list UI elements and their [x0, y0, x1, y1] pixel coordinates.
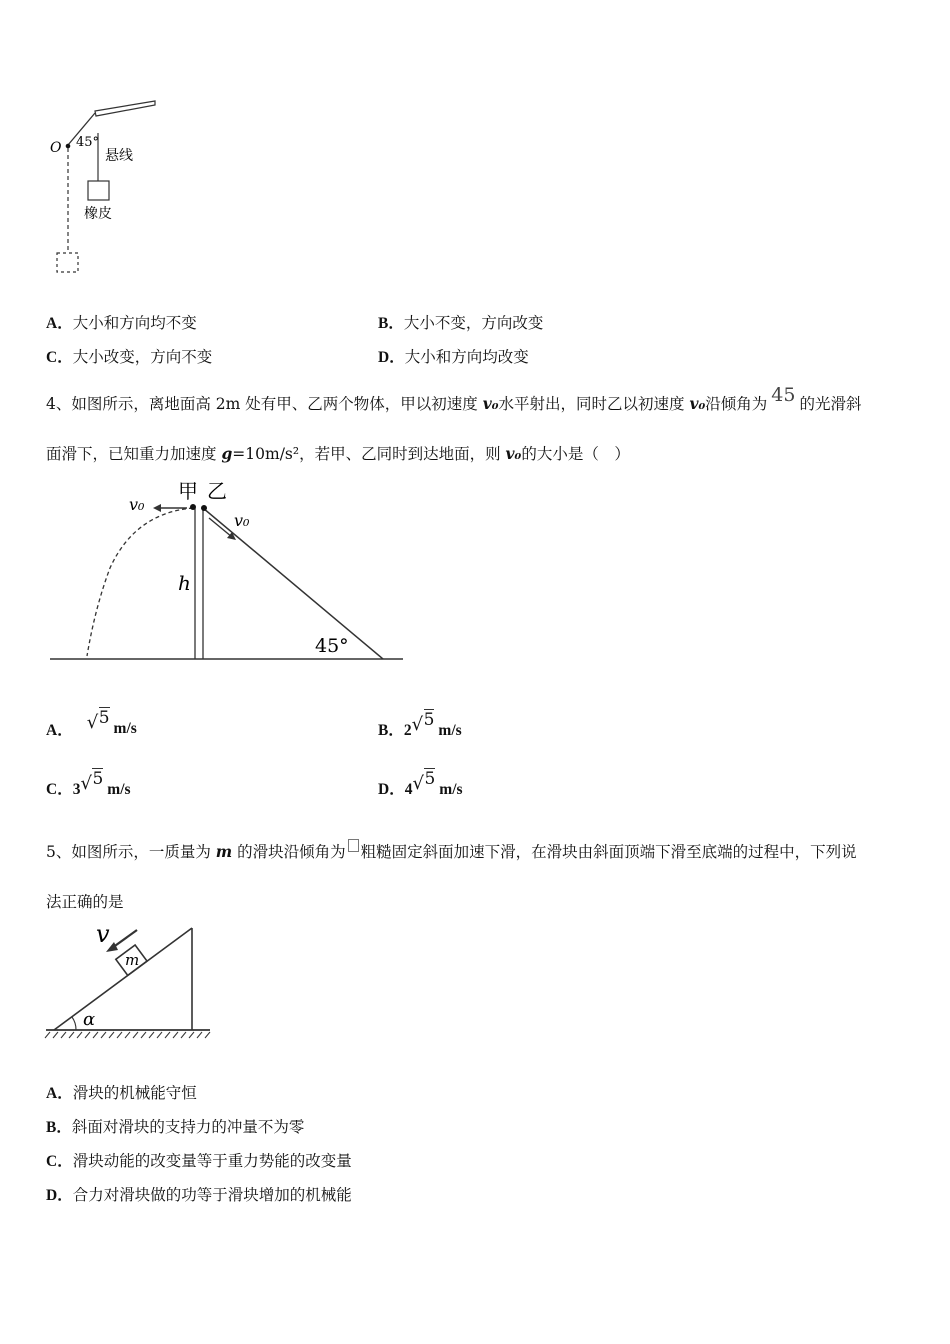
sqrt-symbol: √ 5	[411, 710, 435, 735]
label-jia: 甲	[178, 479, 198, 503]
velocity-arrow	[112, 930, 137, 948]
incline-slope	[54, 928, 192, 1030]
sqrt-symbol: √ 5	[80, 769, 104, 794]
pendulum-figure	[40, 95, 170, 285]
q3-option-d[interactable]: D．大小和方向均改变	[378, 348, 529, 366]
q5-option-a[interactable]: A．滑块的机械能守恒	[46, 1084, 197, 1102]
object-yi	[201, 505, 207, 511]
angle-arc	[72, 1017, 76, 1030]
label-m: m	[125, 951, 140, 969]
label-v0-right: v₀	[234, 511, 250, 530]
q5-option-d[interactable]: D．合力对滑块做的功等于滑块增加的机械能	[46, 1186, 352, 1204]
incline-line	[203, 508, 383, 659]
q4-stem-line1: 4、如图所示，离地面高 2m 处有甲、乙两个物体，甲以初速度 v₀水平射出，同时乙以初速度 v₀沿倾角为 45 的光滑斜	[46, 384, 862, 413]
q4-option-a[interactable]: A． √ 5m/s	[46, 708, 137, 739]
support-plank	[95, 101, 155, 116]
label-v0-left: v₀	[129, 495, 145, 514]
ground-hatching	[45, 1032, 210, 1038]
dashed-eraser	[57, 253, 78, 272]
sqrt-symbol: √ 5	[86, 708, 110, 733]
q4-option-d[interactable]: D．4 √ 5m/s	[378, 769, 463, 798]
q5-stem-line1: 5、如图所示，一质量为 m 的滑块沿倾角为 粗糙固定斜面加速下滑，在滑块由斜面顶端下滑至底端的过程中，下列说	[46, 840, 857, 862]
q4-option-b[interactable]: B．2 √ 5m/s	[378, 710, 462, 739]
arrow-head-jia	[153, 504, 161, 512]
q5-stem-line2: 法正确的是	[46, 893, 124, 911]
label-eraser: 橡皮	[84, 206, 112, 222]
q4-stem-line2: 面滑下，已知重力加速度 g=10m/s²，若甲、乙同时到达地面，则 v₀的大小是（ ）	[46, 444, 630, 463]
label-string: 悬线	[105, 148, 133, 164]
incline-block-figure	[42, 918, 217, 1046]
q3-option-c[interactable]: C．大小改变，方向不变	[46, 348, 213, 366]
label-h: h	[178, 571, 191, 595]
eraser-box	[88, 181, 109, 200]
q4-angle: 45	[771, 384, 796, 406]
pivot-point	[66, 144, 71, 149]
label-alpha: α	[83, 1009, 96, 1030]
q3-option-b[interactable]: B．大小不变，方向改变	[378, 314, 544, 332]
q3-option-a[interactable]: A．大小和方向均不变	[46, 314, 197, 332]
label-angle-45-incline: 45°	[315, 635, 349, 657]
projectile-incline-figure	[45, 478, 410, 668]
q4-option-c[interactable]: C．3 √ 5m/s	[46, 769, 131, 798]
missing-glyph-box	[348, 839, 359, 852]
label-yi: 乙	[207, 479, 227, 503]
label-o: O	[50, 140, 62, 156]
arrow-yi-v0	[209, 518, 232, 537]
q5-option-c[interactable]: C．滑块动能的改变量等于重力势能的改变量	[46, 1152, 352, 1170]
label-angle-45: 45°	[76, 135, 100, 150]
sqrt-symbol: √ 5	[412, 769, 436, 794]
object-jia	[190, 504, 196, 510]
label-v: v	[96, 920, 110, 948]
q5-option-b[interactable]: B．斜面对滑块的支持力的冲量不为零	[46, 1118, 305, 1136]
